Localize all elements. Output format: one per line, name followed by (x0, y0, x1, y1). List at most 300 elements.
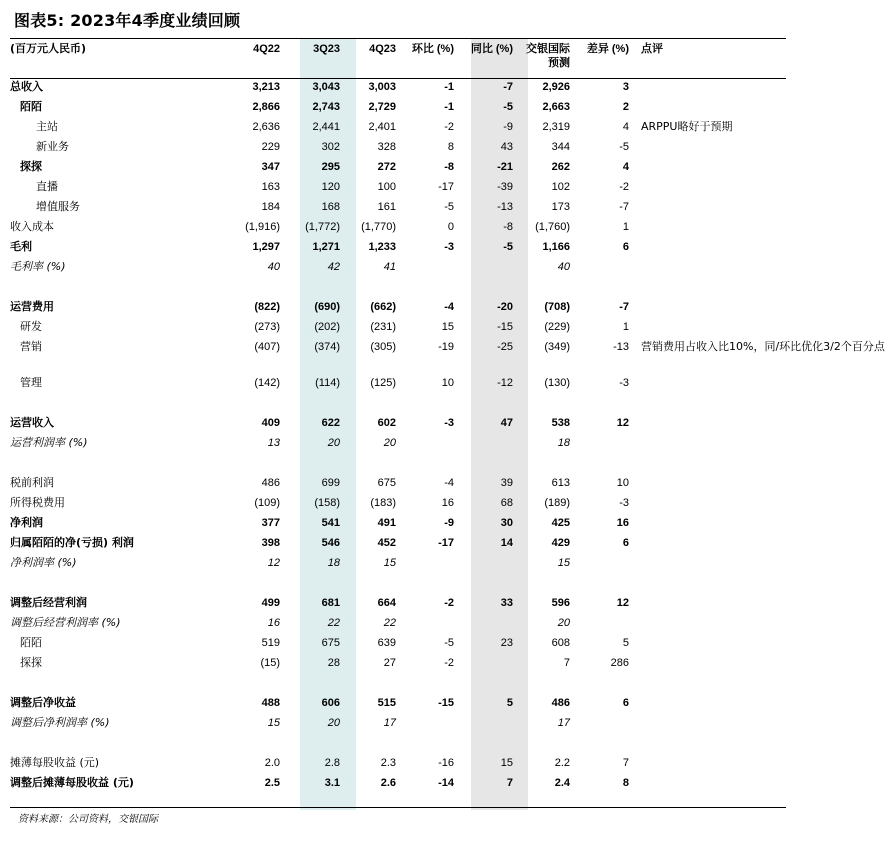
cell-yoy: -15 (497, 321, 513, 333)
cell-forecast: 40 (557, 261, 570, 273)
header-forecast-line2: 预测 (548, 57, 570, 69)
cell-4q23: 639 (377, 637, 396, 649)
cell-4q22: 499 (261, 597, 280, 609)
cell-forecast: 17 (557, 717, 570, 729)
row-label-text: 毛利率 (%) (10, 260, 66, 273)
table-row (10, 776, 786, 796)
cell-3q23: 699 (321, 477, 340, 489)
table-row (10, 476, 786, 496)
header-forecast (517, 40, 574, 80)
row-label (10, 756, 228, 776)
cell-qoq: -15 (438, 697, 454, 709)
cell-qoq: -19 (438, 341, 454, 353)
table-row (10, 260, 786, 280)
table-row (10, 636, 786, 656)
cell-diff (574, 716, 633, 736)
cell-qoq: -17 (438, 537, 454, 549)
cell-comment (633, 100, 786, 120)
row-label-text: 营销 (20, 340, 42, 353)
cell-diff: -3 (619, 497, 629, 509)
cell-4q23: 3,003 (368, 81, 396, 93)
row-label (10, 596, 228, 616)
cell-comment (633, 536, 786, 556)
cell-3q23: (114) (315, 377, 340, 389)
row-label-text: 净利润 (10, 516, 43, 529)
cell-yoy (458, 616, 517, 636)
top-rule (10, 38, 786, 39)
row-label (10, 320, 228, 340)
header-yoy: 同比 (%) (470, 43, 513, 55)
cell-3q23: 18 (327, 557, 340, 569)
cell-qoq: -5 (444, 201, 454, 213)
cell-comment (633, 716, 786, 736)
cell-forecast: 262 (551, 161, 570, 173)
cell-diff (574, 260, 633, 280)
row-label (10, 200, 228, 220)
cell-3q23: (202) (314, 321, 340, 333)
cell-4q22: (822) (254, 301, 280, 313)
cell-4q22: 488 (261, 697, 280, 709)
row-label-text: 运营费用 (10, 300, 54, 313)
cell-4q23: 15 (383, 557, 396, 569)
cell-4q22: (142) (254, 377, 280, 389)
cell-qoq: -2 (444, 657, 454, 669)
table-row (10, 200, 786, 220)
row-label (10, 80, 228, 100)
spacer-row (10, 280, 786, 300)
cell-yoy: -21 (497, 161, 513, 173)
header-4q22: 4Q22 (253, 43, 280, 55)
cell-4q22: 486 (261, 477, 280, 489)
cell-4q23: 491 (377, 517, 396, 529)
cell-4q22: 347 (261, 161, 280, 173)
cell-qoq: -17 (438, 181, 454, 193)
cell-diff: 286 (610, 657, 629, 669)
header-4q23: 4Q23 (369, 43, 396, 55)
row-label (10, 776, 228, 796)
cell-4q23: 27 (383, 657, 396, 669)
table-row (10, 436, 786, 456)
cell-4q23: 2,401 (368, 121, 396, 133)
cell-4q23: 602 (377, 417, 396, 429)
bottom-rule (10, 807, 786, 808)
header-forecast-line1: 交银国际 (526, 43, 570, 55)
cell-yoy (458, 656, 517, 676)
row-label-text: 陌陌 (20, 636, 42, 649)
cell-4q23: 2.3 (380, 757, 396, 769)
cell-qoq: -8 (444, 161, 454, 173)
cell-4q22: 398 (261, 537, 280, 549)
cell-qoq (400, 260, 458, 280)
cell-3q23: 42 (327, 261, 340, 273)
cell-4q22: (1,916) (245, 221, 280, 233)
cell-diff: 2 (622, 101, 629, 113)
cell-3q23: 546 (321, 537, 340, 549)
cell-yoy: 47 (500, 417, 513, 429)
row-label (10, 300, 228, 320)
row-label-text: 摊薄每股收益 (元) (10, 756, 100, 769)
cell-diff: 16 (616, 517, 629, 529)
cell-comment (633, 260, 786, 280)
cell-4q23: 20 (383, 437, 396, 449)
cell-4q23: 1,233 (368, 241, 396, 253)
cell-yoy: 14 (500, 537, 513, 549)
cell-forecast: 425 (551, 517, 570, 529)
cell-diff: 4 (622, 161, 629, 173)
cell-diff (574, 556, 633, 576)
cell-4q22: (15) (260, 657, 280, 669)
cell-4q22: 519 (261, 637, 280, 649)
cell-qoq: -9 (444, 517, 454, 529)
cell-comment (633, 636, 786, 656)
row-label (10, 696, 228, 716)
cell-comment (633, 556, 786, 576)
header-label: (百万元人民币) (10, 42, 87, 55)
table-row (10, 100, 786, 120)
cell-3q23: 622 (321, 417, 340, 429)
cell-comment (633, 320, 786, 340)
cell-qoq: -5 (444, 637, 454, 649)
cell-comment (633, 516, 786, 536)
cell-forecast: 613 (551, 477, 570, 489)
cell-comment (633, 656, 786, 676)
cell-forecast: 2,319 (542, 121, 570, 133)
row-label-text: 调整后经营利润 (10, 596, 87, 609)
cell-comment (633, 200, 786, 220)
cell-4q23: 515 (377, 697, 396, 709)
row-label (10, 376, 228, 396)
cell-diff: 6 (622, 241, 629, 253)
cell-yoy: 5 (506, 697, 513, 709)
row-label-text: 收入成本 (10, 220, 54, 233)
table-row (10, 140, 786, 160)
cell-3q23: 22 (327, 617, 340, 629)
row-label (10, 240, 228, 260)
cell-qoq: 15 (441, 321, 454, 333)
table-row (10, 240, 786, 260)
cell-yoy: -13 (497, 201, 513, 213)
cell-4q23: 100 (377, 181, 396, 193)
cell-3q23: 20 (327, 717, 340, 729)
cell-forecast: (189) (544, 497, 570, 509)
cell-qoq (400, 436, 458, 456)
cell-comment: 营销费用占收入比10%，同/环比优化3/2个百分点 (641, 340, 885, 353)
row-label-text: 税前利润 (10, 476, 54, 489)
cell-yoy: -39 (497, 181, 513, 193)
cell-qoq: 0 (447, 221, 454, 233)
cell-4q22: (109) (254, 497, 280, 509)
cell-diff: 3 (622, 81, 629, 93)
cell-3q23: (1,772) (305, 221, 340, 233)
cell-4q22: 2.0 (264, 757, 280, 769)
cell-3q23: 3.1 (324, 777, 340, 789)
cell-yoy: 68 (500, 497, 513, 509)
cell-forecast: 18 (557, 437, 570, 449)
cell-qoq: -4 (444, 301, 454, 313)
cell-4q23: 328 (377, 141, 396, 153)
cell-yoy (458, 260, 517, 280)
row-label-text: 调整后净收益 (10, 696, 76, 709)
cell-4q22: 163 (261, 181, 280, 193)
cell-forecast: 486 (551, 697, 570, 709)
cell-3q23: 2,743 (312, 101, 340, 113)
cell-comment (633, 436, 786, 456)
cell-comment (633, 596, 786, 616)
row-label-text: 陌陌 (20, 100, 42, 113)
cell-qoq: -3 (444, 241, 454, 253)
cell-4q22: (407) (254, 341, 280, 353)
cell-4q22: (273) (254, 321, 280, 333)
row-label-text: 探探 (20, 160, 42, 173)
cell-forecast: 173 (551, 201, 570, 213)
cell-forecast: 429 (551, 537, 570, 549)
table-row (10, 696, 786, 716)
cell-forecast: 608 (551, 637, 570, 649)
cell-4q22: 3,213 (252, 81, 280, 93)
cell-forecast: 102 (551, 181, 570, 193)
cell-4q23: (305) (370, 341, 396, 353)
source-note: 资料来源：公司资料，交银国际 (18, 814, 158, 825)
row-label (10, 656, 228, 676)
row-label (10, 616, 228, 636)
header-diff: 差异 (%) (586, 43, 629, 55)
cell-forecast: 7 (563, 657, 570, 669)
cell-4q23: (662) (370, 301, 396, 313)
cell-4q22: 229 (261, 141, 280, 153)
cell-forecast: 596 (551, 597, 570, 609)
cell-qoq: -2 (444, 597, 454, 609)
cell-diff: -7 (619, 301, 629, 313)
cell-forecast: 2,926 (542, 81, 570, 93)
cell-diff: -7 (619, 201, 629, 213)
cell-forecast: 2.4 (554, 777, 570, 789)
cell-4q22: 184 (261, 201, 280, 213)
cell-4q23: 2,729 (368, 101, 396, 113)
cell-4q23: 2.6 (380, 777, 396, 789)
table-row (10, 556, 786, 576)
cell-3q23: 1,271 (312, 241, 340, 253)
cell-yoy: -7 (503, 81, 513, 93)
spacer-row (10, 396, 786, 416)
row-label (10, 140, 228, 160)
row-label-text: 调整后经营利润率 (%) (10, 616, 121, 629)
table-row (10, 220, 786, 240)
row-label-text: 探探 (20, 656, 42, 669)
cell-3q23: 606 (321, 697, 340, 709)
row-label-text: 归属陌陌的净(亏损) 利润 (10, 536, 134, 549)
table-row (10, 320, 786, 340)
header-comment: 点评 (641, 42, 663, 55)
cell-forecast: (349) (544, 341, 570, 353)
cell-4q22: 12 (267, 557, 280, 569)
row-label (10, 636, 228, 656)
cell-yoy (458, 716, 517, 736)
cell-4q23: (1,770) (361, 221, 396, 233)
cell-diff (574, 616, 633, 636)
cell-3q23: 2.8 (324, 757, 340, 769)
spacer-row (10, 576, 786, 596)
spacer-row (10, 456, 786, 476)
cell-diff: 5 (622, 637, 629, 649)
row-label-text: 所得税费用 (10, 496, 65, 509)
cell-forecast: 2,663 (542, 101, 570, 113)
cell-yoy: -20 (497, 301, 513, 313)
row-label-text: 毛利 (10, 240, 32, 253)
row-label-text: 净利润率 (%) (10, 556, 77, 569)
row-label (10, 536, 228, 556)
spacer-row (10, 736, 786, 756)
cell-3q23: 295 (321, 161, 340, 173)
cell-3q23: (690) (314, 301, 340, 313)
cell-comment: ARPPU略好于预期 (641, 120, 733, 133)
cell-qoq: -14 (438, 777, 454, 789)
cell-4q22: 409 (261, 417, 280, 429)
cell-3q23: 120 (321, 181, 340, 193)
cell-diff: -3 (619, 377, 629, 389)
cell-4q23: (183) (370, 497, 396, 509)
cell-3q23: 2,441 (312, 121, 340, 133)
table-row (10, 300, 786, 320)
row-label-text: 新业务 (36, 140, 69, 153)
cell-diff: 6 (622, 537, 629, 549)
results-table (10, 40, 885, 796)
cell-forecast: 344 (551, 141, 570, 153)
table-row (10, 340, 786, 376)
cell-4q23: 41 (383, 261, 396, 273)
row-label (10, 516, 228, 536)
row-label (10, 220, 228, 240)
cell-4q22: 13 (267, 437, 280, 449)
cell-qoq: 10 (441, 377, 454, 389)
table-row (10, 416, 786, 436)
table-row (10, 376, 786, 396)
cell-forecast: (708) (544, 301, 570, 313)
row-label-text: 研发 (20, 320, 42, 333)
cell-qoq: -2 (444, 121, 454, 133)
table-row (10, 180, 786, 200)
row-label (10, 340, 228, 376)
cell-4q23: 452 (377, 537, 396, 549)
header-qoq: 环比 (%) (411, 43, 454, 55)
cell-diff: 4 (622, 121, 629, 133)
cell-yoy: -12 (497, 377, 513, 389)
table-row (10, 496, 786, 516)
cell-3q23: 3,043 (312, 81, 340, 93)
cell-4q22: 16 (267, 617, 280, 629)
row-label (10, 496, 228, 516)
cell-4q23: 161 (377, 201, 396, 213)
cell-yoy: 23 (500, 637, 513, 649)
cell-comment (633, 160, 786, 180)
cell-yoy: -5 (503, 241, 513, 253)
cell-forecast: 538 (551, 417, 570, 429)
cell-yoy (458, 436, 517, 456)
cell-diff: 1 (622, 321, 629, 333)
cell-qoq: -4 (444, 477, 454, 489)
page-title: 图表5: 2023年4季度业绩回顾 (14, 11, 241, 30)
table-row (10, 536, 786, 556)
row-label-text: 调整后摊薄每股收益 (元) (10, 776, 134, 789)
table-row (10, 160, 786, 180)
cell-diff: 1 (622, 221, 629, 233)
cell-diff: 12 (616, 597, 629, 609)
header-row (10, 40, 786, 80)
row-label-text: 调整后净利润率 (%) (10, 716, 110, 729)
row-label-text: 总收入 (10, 80, 43, 93)
cell-diff: 8 (622, 777, 629, 789)
cell-4q23: 675 (377, 477, 396, 489)
cell-4q23: 272 (377, 161, 396, 173)
cell-yoy: 39 (500, 477, 513, 489)
cell-qoq (400, 616, 458, 636)
cell-comment (633, 476, 786, 496)
cell-comment (633, 220, 786, 240)
cell-forecast: 20 (557, 617, 570, 629)
cell-yoy: -9 (503, 121, 513, 133)
cell-diff (574, 436, 633, 456)
cell-4q22: 2,866 (252, 101, 280, 113)
table-row (10, 616, 786, 636)
cell-comment (633, 756, 786, 776)
cell-comment (633, 616, 786, 636)
cell-3q23: 28 (327, 657, 340, 669)
row-label (10, 416, 228, 436)
table-row (10, 656, 786, 676)
table-row (10, 120, 786, 140)
table-row (10, 756, 786, 776)
cell-comment (633, 240, 786, 260)
cell-3q23: 541 (321, 517, 340, 529)
cell-comment (633, 376, 786, 396)
cell-4q22: 2,636 (252, 121, 280, 133)
row-label-text: 增值服务 (36, 200, 80, 213)
row-label-text: 主站 (36, 120, 58, 133)
cell-comment (633, 300, 786, 320)
row-label-text: 直播 (36, 180, 58, 193)
cell-diff: -5 (619, 141, 629, 153)
row-label (10, 556, 228, 576)
row-label-text: 运营利润率 (%) (10, 436, 88, 449)
cell-yoy: 33 (500, 597, 513, 609)
cell-qoq: 8 (447, 141, 454, 153)
row-label-text: 运营收入 (10, 416, 54, 429)
cell-qoq: 16 (441, 497, 454, 509)
spacer-row (10, 676, 786, 696)
cell-yoy: -25 (497, 341, 513, 353)
cell-comment (633, 180, 786, 200)
row-label (10, 476, 228, 496)
cell-yoy: 43 (500, 141, 513, 153)
row-label (10, 120, 228, 140)
cell-qoq: -1 (444, 101, 454, 113)
row-label (10, 260, 228, 280)
row-label (10, 160, 228, 180)
row-label (10, 436, 228, 456)
cell-qoq (400, 716, 458, 736)
cell-comment (633, 496, 786, 516)
cell-qoq: -16 (438, 757, 454, 769)
table-row (10, 80, 786, 100)
cell-yoy: -8 (503, 221, 513, 233)
cell-diff: 6 (622, 697, 629, 709)
cell-diff: 7 (622, 757, 629, 769)
cell-yoy: -5 (503, 101, 513, 113)
cell-forecast: (229) (544, 321, 570, 333)
cell-4q23: 664 (377, 597, 396, 609)
cell-comment (633, 140, 786, 160)
cell-diff: 10 (616, 477, 629, 489)
cell-4q22: 15 (267, 717, 280, 729)
